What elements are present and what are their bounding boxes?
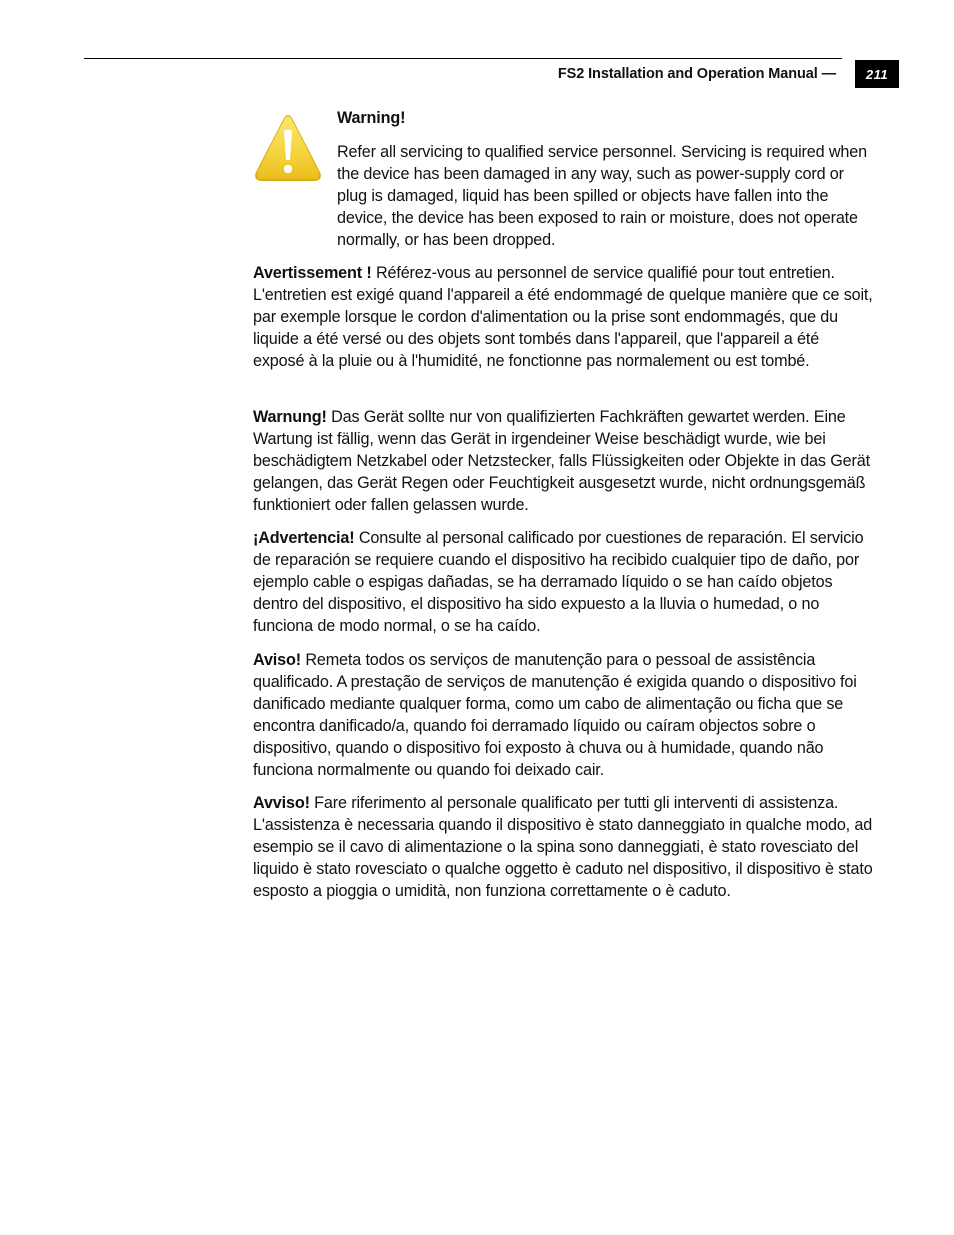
paragraph-text: Référez-vous au personnel de service qualifié pour tout entretien. L'entretien est exigé quand l'appareil a été endommagé de quelque manière que ce soit, par exemple lorsque le cordon d'alimentation ou la prise sont endommagés, que du liquide a été versé ou des objets sont tombés dans l'appareil, que l'appareil a été exposé à la pluie ou à l'humidité, ne fonctionne pas normalement ou est tombé. (253, 264, 873, 370)
paragraph-lead: Avviso! (253, 794, 310, 812)
warning-paragraph-french (253, 262, 873, 372)
paragraph-lead: ¡Advertencia! (253, 529, 355, 547)
warning-paragraph-german (253, 406, 873, 516)
warning-body: Refer all servicing to qualified service personnel. Servicing is required when the device has been damaged in any way, such as power-supply cord or plug is damaged, liquid has been spilled or objects have fallen into the device, the device has been exposed to rain or moisture, does not operate normally, or has been dropped. (337, 143, 867, 249)
warning-paragraph-portuguese (253, 649, 873, 781)
paragraph-text: Das Gerät sollte nur von qualifizierten Fachkräften gewartet werden. Eine Wartung ist fällig, wenn das Gerät in irgendeiner Weise beschädigt wurde, wie bei beschädigtem Netzkabel oder Netzstecker, falls Flüssigkeiten oder Objekte in das Gerät gelangen, das Gerät Regen oder Feuchtigkeit ausgesetzt wurde, nicht ordnungsgemäß funktioniert oder fallen gelassen wurde. (253, 408, 870, 514)
paragraph-text: Fare riferimento al personale qualificato per tutti gli interventi di assistenza. L'assistenza è necessaria quando il dispositivo è stato danneggiato in qualche modo, ad esempio se il cavo di alimentazione o la spina sono danneggiati, è stato rovesciato del liquido è stato rovesciato o qualche oggetto è caduto nel dispositivo, il dispositivo è stato esposto a pioggia o umidità, non funziona correttamente o è caduto. (253, 794, 873, 900)
page-number: 211 (855, 60, 899, 88)
warning-heading: Warning! (337, 109, 406, 127)
paragraph-lead: Warnung! (253, 408, 327, 426)
warning-paragraph-spanish (253, 527, 873, 637)
warning-paragraph-italian (253, 792, 873, 902)
paragraph-lead: Avertissement ! (253, 264, 372, 282)
paragraph-text: Consulte al personal calificado por cuestiones de reparación. El servicio de reparación se requiere cuando el dispositivo ha recibido cualquier tipo de daño, por ejemplo cable o espigas dañadas, se ha derramado líquido o se han caído objetos dentro del dispositivo, el dispositivo ha sido expuesto a la lluvia o humedad, o no funciona de modo normal, o se ha caído. (253, 529, 864, 635)
paragraph-lead: Aviso! (253, 651, 301, 669)
header-rule (84, 58, 842, 59)
warning-triangle-icon (253, 112, 323, 184)
running-header-title: FS2 Installation and Operation Manual — (557, 66, 836, 82)
paragraph-text: Remeta todos os serviços de manutenção para o pessoal de assistência qualificado. A prestação de serviços de manutenção é exigida quando o dispositivo foi danificado mediante qualquer forma, como um cabo de alimentação ou ficha que se encontra danificado/a, quando foi derramado líquido ou caíram objectos sobre o dispositivo, quando o dispositivo foi exposto à chuva ou à humidade, quando não funciona normalmente ou quando foi deixado cair. (253, 651, 857, 779)
